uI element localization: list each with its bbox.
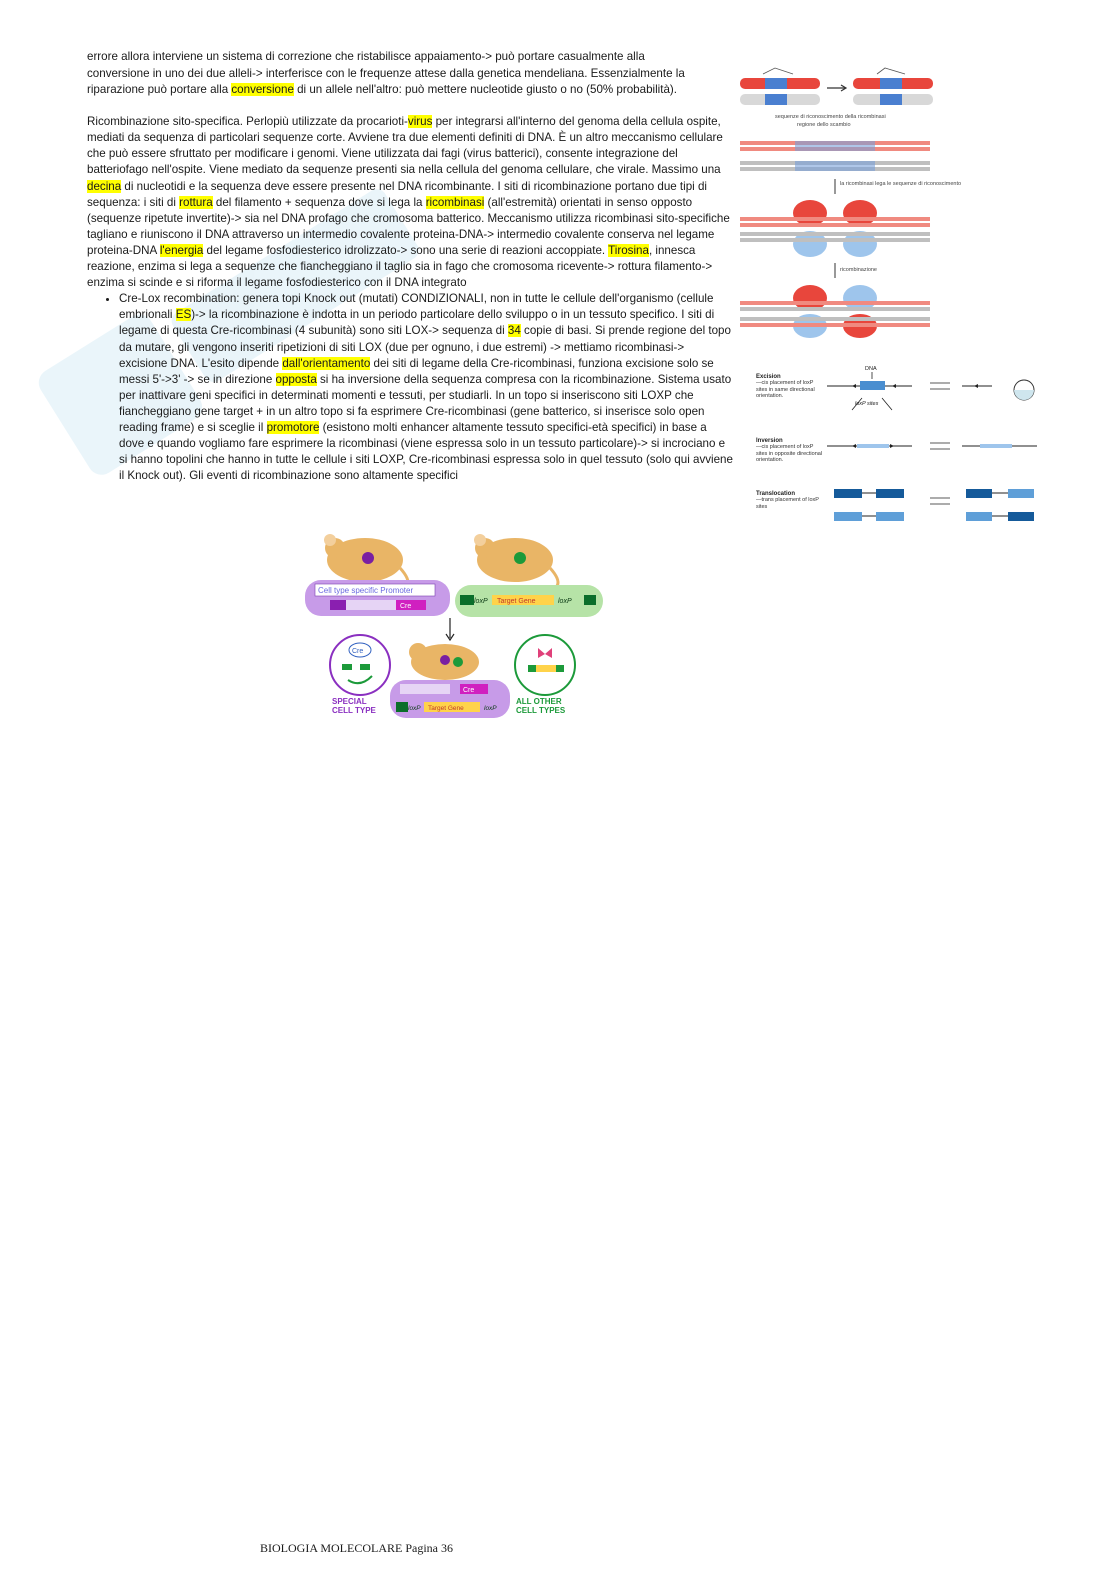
cre-label: Cre [400,603,412,610]
target-gene-label: Target Gene [497,598,536,605]
main-text [87,50,735,484]
paragraph-site-specific-recombination: Ricombinazione sito-specifica. Perlopiù utilizzate da procarioti-virus per integrarsi all'interno del genoma della cellula ospite, mediati da sequenza di particolari sequenze corte. Avviene tra due elementi definiti di DNA. È un altro meccanismo cellulare che può essere sfruttato per modificare i genomi. Viene utilizzata dai fagi (virus batterici), consente integrazione del batteriofago nell'ospite. Viene mediato da sequenze presenti sia nella cellula del genoma cellulare, che virale. Massimo una decina di nucleotidi e la sequenza deve essere presente nel DNA ricombinante. I siti di ricombinazione portano due tipi di sequenza: i siti di rottura del filamento + sequenza dove si lega la ricombinasi (all'estremità) orientati in senso opposto (sequenze ripetute invertite)-> sia nel DNA profago che cromosoma batterico. Meccanismo utilizza ricombinasi sito-specifiche tagliano e riuniscono il DNA attraverso un intermedio covalente proteina-DNA-> intermedio covalente conserva nel legame proteina-DNA l'energia del legame fosfodiesterico idrolizzato-> sono una serie di reazioni accoppiate. Tirosina, innesca reazione, enzima si lega a sequenze che fiancheggiano il taglio sia in fago che cromosoma ricevente-> rottura filamento-> enzima si scinde e si riforma il legame fosfodiesterico con il DNA integrato [87,115,730,290]
offspring-loxp-left: loxP [408,705,421,712]
other-cells-label-2: CELL TYPES [516,706,566,715]
page-footer: BIOLOGIA MOLECOLARE Pagina 36 [260,1541,453,1555]
recombined-product [740,285,930,338]
loxp-label-right: loxP [558,598,572,605]
loxp-mouse [455,534,603,617]
dna-strands-1 [740,141,930,171]
cre-lox-mice-diagram [300,530,610,720]
offspring-target-gene: Target Gene [428,705,464,712]
offspring-loxp-right: loxP [484,705,497,712]
loxp-label-left: loxP [474,598,488,605]
recombination-diagram [735,66,962,341]
excision-title: Excision [756,374,781,380]
other-cells-circle [515,635,575,715]
label-recognition-sequences: sequenze di riconoscimento della ricombinasi [775,114,886,120]
special-cre-label: Cre [352,648,364,655]
promoter-label: Cell type specific Promoter [318,586,414,595]
offspring-mouse [390,643,510,718]
recombinase-bound [740,200,930,257]
bullet-cre-lox: • Cre-Lox recombination: genera topi Knock out (mutati) CONDIZIONALI, non in tutte le cellule dell'organismo (cellule embrionali ES)-> la ricombinazione è indotta in un periodo particolare dello sviluppo o in un tessuto specifico. I siti di legame di questa Cre-ricombinasi (4 subunità) sono siti LOX-> sequenza di 34 copie di basi. Si prende regione del topo da mutare, gli vengono inseriti ripetizioni di siti LOX (due per ognuno, i due estremi) -> mettiamo ricombinasi-> excisione DNA. L'esito dipende dall'orientamento dei siti di legame della Cre-ricombinasi, funziona excisione solo se messi 5'->3' -> se in direzione opposta si ha inversione della sequenza compresa con la ricombinazione. Sistema usato per inattivare geni specifici in determinati momenti e tessuti, per studiarli. In un topo si inseriscono siti LOXP che fiancheggiano gene target + in un altro topo si fa esprimere Cre-ricombinasi (gene batterico, si inserisce solo open reading frame) e si sceglie il promotore (esistono molti enhancer altamente tessuto specifici-età specifici) in base a dove e quando vogliamo fare esprimere la ricombinasi (viene espressa solo in un tessuto particolare)-> si incrociano e si hanno topolini che hanno in tutte le cellule i siti LOXP, Cre-ricombinasi espressa solo in quel tessuto (solo qui avviene il Knock out). Gli eventi di ricombinazione sono altamente specifici [119,291,735,484]
excision-desc: —cis placement of loxP sites in same directional orientation. [756,380,815,399]
paragraph-gene-conversion: conversione in uno dei due alleli-> interferisce con le frequenze attese dalla genetica mendeliana. Essenzialmente la riparazione può portare alla conversione di un allele nell'altro: può mettere nucleotide giusto o no (50% probabilità). [87,67,685,97]
chromosome-pair-top [740,68,933,105]
label-recombinase-binds: la ricombinasi lega le sequenze di riconoscimento [840,181,962,187]
special-cell-label-2: CELL TYPE [332,706,376,715]
translocation-title: Translocation [756,491,796,497]
special-cell-circle [330,635,390,715]
loxp-sites-label: loxP sites [855,401,879,407]
loxp-outcomes-diagram [752,362,1042,527]
dna-label: DNA [865,366,877,372]
special-cell-label-1: SPECIAL [332,697,367,706]
translocation-desc: —trans placement of loxP sites [756,497,819,510]
bullet-list [87,291,735,484]
label-exchange-region: regione dello scambio [797,122,851,128]
offspring-cre-label: Cre [463,687,475,694]
inversion-title: Inversion [756,438,783,444]
clipped-top-line: errore allora interviene un sistema di correzione che ristabilisce appaiamento-> può portare casualmente alla [87,50,645,63]
inversion-desc: —cis placement of loxP sites in opposite directional orientation. [756,444,823,463]
cre-mouse [305,534,450,616]
label-recombination: ricombinazione [840,267,877,273]
other-cells-label-1: ALL OTHER [516,697,562,706]
